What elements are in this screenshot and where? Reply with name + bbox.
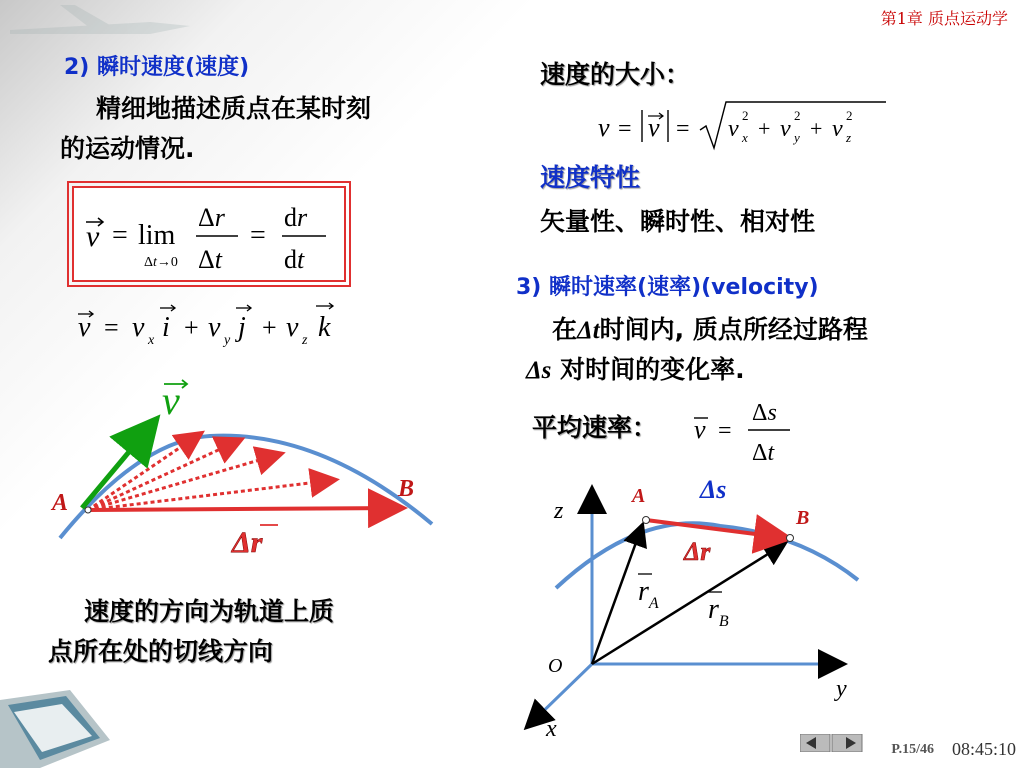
arc-length-label: Δs [700, 475, 727, 504]
displacement-label: Δr [232, 526, 263, 559]
svg-text:2: 2 [794, 108, 801, 123]
svg-text:+: + [184, 313, 199, 342]
svg-text:k: k [318, 312, 331, 343]
svg-text:v: v [728, 116, 739, 142]
formula-svg [74, 188, 344, 280]
heading-text: 2) 瞬时速度(速度) [64, 55, 250, 80]
svg-text:+: + [262, 313, 277, 342]
svg-text:=: = [104, 313, 119, 342]
svg-text:v: v [286, 312, 299, 343]
velocity-components-formula [72, 300, 382, 355]
svg-text:v: v [208, 312, 221, 343]
trajectory-curve [60, 436, 432, 538]
rB-label: $r_B$ [708, 594, 729, 630]
average-speed-formula [690, 388, 800, 468]
displacement-vector [646, 520, 786, 538]
svg-text:2: 2 [846, 108, 853, 123]
next-slide-button[interactable] [832, 734, 862, 752]
tangent-direction-figure [40, 370, 460, 560]
point-A-label: A [52, 490, 69, 516]
magnitude-label: 速度的大小： [540, 60, 691, 89]
rA-label: $r_A$ [638, 576, 659, 612]
slide-navigation [800, 734, 864, 756]
velocity-label: v [162, 378, 180, 423]
svg-text:x: x [148, 333, 155, 348]
text-rest: 对时间的变化率. [560, 355, 745, 384]
caption-line-2: 点所在处的切线方向 [48, 637, 274, 666]
svg-text:Δt: Δt [752, 440, 775, 466]
section-heading-instant-speed [516, 270, 819, 301]
heading-text: 3) 瞬时速率(速率)(velocity) [516, 275, 819, 300]
path-displacement-figure [520, 470, 880, 742]
text-rest: 时间内, 质点所经过路程 [599, 315, 868, 344]
svg-text:z: z [846, 130, 852, 145]
text-in: 在 [552, 315, 578, 344]
svg-text:+: + [758, 116, 771, 141]
svg-text:dr: dr [284, 203, 308, 232]
svg-text:dt: dt [284, 245, 305, 274]
svg-text:v: v [694, 415, 706, 444]
svg-text:=: = [718, 418, 732, 444]
svg-text:Δt: Δt [198, 245, 222, 274]
velocity-properties-heading: 速度特性 [540, 163, 641, 192]
description-line-1: 精细地描述质点在某时刻 [96, 94, 372, 123]
book-stack-image [0, 690, 110, 768]
velocity-definition-formula [72, 186, 346, 282]
svg-text:2: 2 [742, 108, 749, 123]
airplane-watermark [10, 5, 190, 34]
point-A-label: A [632, 485, 646, 507]
svg-text:v: v [78, 312, 91, 343]
average-speed-label: 平均速率： [532, 413, 658, 442]
clock: 08:45:10 [951, 739, 1016, 759]
speed-description-line-2 [526, 350, 745, 391]
svg-text:y: y [224, 333, 231, 348]
svg-text:y: y [794, 130, 800, 145]
velocity-magnitude-formula [594, 96, 894, 156]
z-axis-label: z [554, 498, 564, 524]
svg-text:=: = [112, 220, 128, 251]
svg-text:Δt→0: Δt→0 [144, 255, 178, 270]
velocity-properties-text: 矢量性、瞬时性、相对性 [540, 207, 816, 236]
svg-text:v: v [832, 116, 843, 142]
svg-text:=: = [250, 220, 266, 251]
description-line-2: 的运动情况. [60, 134, 195, 163]
caption-line-1: 速度的方向为轨道上质 [84, 597, 335, 626]
point-B-label: B [398, 476, 415, 502]
svg-text:i: i [162, 312, 170, 343]
var-ds: Δs [526, 357, 552, 384]
displacement-arrow [88, 508, 400, 510]
position-vector-rA [592, 526, 642, 664]
svg-text:+: + [810, 116, 823, 141]
svg-text:=: = [676, 116, 690, 142]
svg-text:Δr: Δr [198, 203, 225, 232]
prev-slide-button[interactable] [800, 734, 830, 752]
svg-text:x: x [742, 130, 748, 145]
y-axis-label: y [836, 676, 847, 702]
chapter-title: 第1章 质点运动学 [880, 9, 1008, 28]
svg-text:=: = [618, 116, 632, 142]
svg-text:z: z [302, 333, 308, 348]
section-heading-instant-velocity [64, 50, 249, 81]
svg-text:j: j [238, 312, 246, 343]
point-B-label: B [796, 507, 810, 529]
displacement-label: Δr [684, 537, 711, 566]
svg-text:v: v [598, 113, 610, 142]
origin-label: O [548, 655, 563, 677]
page-number: P.15/46 [891, 742, 934, 757]
speed-description-line-1 [552, 310, 868, 351]
var-dt: Δt [577, 317, 600, 344]
svg-text:lim: lim [138, 220, 176, 251]
svg-text:v: v [86, 220, 100, 253]
svg-text:v: v [132, 312, 145, 343]
svg-text:v: v [780, 116, 791, 142]
x-axis-label: x [546, 716, 557, 742]
svg-text:Δs: Δs [752, 400, 777, 426]
svg-text:v: v [648, 113, 660, 142]
